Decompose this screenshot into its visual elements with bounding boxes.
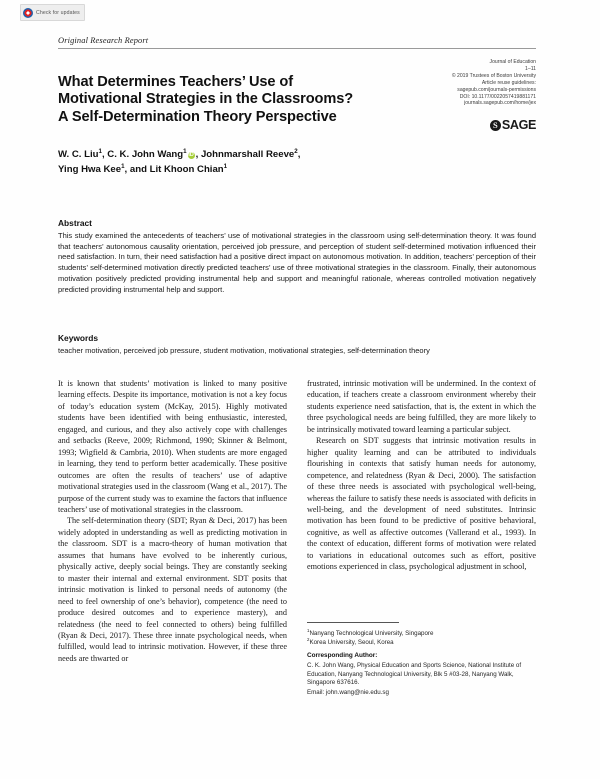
body-paragraph: The self-determination theory (SDT; Ryan & Deci, 2017) has been widely adopted in understanding as well as predicting motivation in the classroom. SDT is a macro-theory of human motivation that assumes that humans have evolved to be inherently curious, physically active, deeply social beings. They are constantly seeking to master their internal and external environment. SDT posits that intrinsic motivation is linked to personal needs of autonomy (the need to feel ownership of one’s behavior), competence (the need to produce desired outcomes and to experience mastery), and relatedness (the need to feel connected to others) being fulfilled (Ryan & Deci, 2017). These three innate psychological needs, when fulfilled, would lead to intrinsic motivation. However, if these three needs are thwarted or <box>58 516 287 663</box>
abstract-heading: Abstract <box>58 218 92 228</box>
author-4-name: Ying Hwa Kee <box>58 163 122 175</box>
body-paragraph: Research on SDT suggests that intrinsic motivation results in higher quality learning and can be attributed to individuals flourishing in contexts that satisfy human needs for autonomy, competence, and relatedness (Ryan & Deci, 2000). The satisfaction of these three needs is associated with psychological well-being, whereas the failure to satisfy these needs is associated with deficits in well-being, and the development of need substitutes. Intrinsic motivation has been found to be predictive of positive behavioral, cognitive, as well as affective outcomes (Vallerand et al., 1993). In the context of education, different forms of motivation were related to variations in educational outcomes such as effort, positive emotions experienced in class, psychological adjustment in school, <box>307 436 536 572</box>
author-5-affiliation-marker: 1 <box>223 162 228 170</box>
title-line-1: What Determines Teachers’ Use of <box>58 73 293 90</box>
author-1-name: W. C. Liu <box>58 149 99 160</box>
affiliation-1-text: Nanyang Technological University, Singapore <box>309 630 434 637</box>
author-1-affiliation-marker: 1 <box>98 147 102 155</box>
corresponding-author-heading: Corresponding Author: <box>307 652 378 659</box>
keywords-text: teacher motivation, perceived job pressure, student motivation, motivational strategies, self-determination theory <box>58 346 430 355</box>
author-4-affiliation-marker: 1 <box>121 162 125 170</box>
journal-copyright: © 2019 Trustees of Boston University <box>451 72 536 79</box>
keywords-section <box>58 333 536 357</box>
title-line-3: A Self-Determination Theory Perspective <box>58 108 337 125</box>
affiliation-1-marker: 1 <box>307 627 310 633</box>
body-paragraph: frustrated, intrinsic motivation will be undermined. In the context of education, if teachers create a classroom environment whereby their students experience need satisfaction, that is, the extent in which the three psychological needs are being fulfilled, they are more likely to be intrinsically motivated toward learning a particular subject. <box>307 379 536 434</box>
corresponding-author-address: C. K. John Wang, Physical Education and Sports Science, National Institute of Education, Nanyang Technological University, Blk 5 #03-28, Nanyang Walk, Singapore 637616. <box>307 662 522 687</box>
author-3-name: , Johnmarshall Reeve <box>195 149 295 160</box>
check-for-updates-badge[interactable] <box>20 4 85 21</box>
body-paragraph: It is known that students’ motivation is linked to many positive learning effects. Despite its importance, motivation is not a key focus of today’s education system (McKay, 2015). Highly motivated students have been identified with being enthusiastic, interested, engaged, and curious, and they also actively cope with challenges and setbacks (Reeve, 2009; Richmond, 1990; Skinner & Belmont, 1993; Wigfield & Cambria, 2010). When students are more engaged in learning, they tend to perform better academically. These positive outcomes are often the results of teachers’ use of adaptive motivational strategies used in the classroom (Wang et al., 2017). The purpose of the current study was to examine the factors that influence teachers’ use of motivational strategies in the classroom. <box>58 379 287 514</box>
journal-homepage-link[interactable]: journals.sagepub.com/home/jex <box>464 100 536 107</box>
abstract-section <box>58 218 536 295</box>
crossmark-icon <box>23 8 33 18</box>
journal-name: Journal of Education <box>489 59 536 65</box>
keywords-heading: Keywords <box>58 333 99 343</box>
journal-pages: 1–11 <box>525 65 536 72</box>
sage-publisher-logo <box>490 118 536 132</box>
journal-reuse-label: Article reuse guidelines: <box>481 79 536 86</box>
author-3-affiliation-marker: 2 <box>294 147 298 155</box>
journal-permissions-link[interactable]: sagepub.com/journals-permissions <box>457 86 536 93</box>
orcid-icon[interactable]: iD <box>188 152 194 158</box>
body-column-right <box>307 378 536 708</box>
page-title <box>58 74 388 127</box>
abstract-text: This study examined the antecedents of teachers’ use of motivational strategies in the classroom using self-determination theory. It was found that teachers’ autonomous causality orientation, perceived job pressure, and perception of student self-determined motivation influenced their need satisfaction. In turn, their need satisfaction had a positive direct impact on autonomous motivation. In addition, teachers’ perception of their students’ self-determined motivation directly predicted teachers’ use of three motivational strategies in the classroom. Finally, their autonomous motivation positively predicted providing instrumental help and support and meaningful rationale, whereas controlled motivation negatively predicted providing instrumental help and support. <box>58 231 536 294</box>
check-for-updates-label: Check for updates <box>36 9 80 16</box>
sage-mark-icon: S <box>490 120 501 131</box>
author-list <box>58 148 478 177</box>
journal-masthead <box>414 59 536 107</box>
affiliation-list <box>307 627 536 647</box>
author-5-name: , and Lit Khoon Chian <box>124 163 224 175</box>
sage-wordmark: SAGE <box>501 118 536 132</box>
corresponding-author-email[interactable]: Email: john.wang@nie.edu.sg <box>307 689 389 696</box>
article-type-label: Original Research Report <box>58 36 536 49</box>
affiliation-2-marker: 2 <box>307 636 310 642</box>
body-columns <box>58 378 536 708</box>
footnote-divider <box>307 622 399 623</box>
title-line-2: Motivational Strategies in the Classrooms? <box>58 91 354 108</box>
body-column-left <box>58 378 287 708</box>
journal-doi[interactable]: DOI: 10.1177/0022057419881171 <box>459 93 536 100</box>
affiliation-2-text: Korea University, Seoul, Korea <box>309 638 394 646</box>
author-2-name: , C. K. John Wang <box>101 149 184 160</box>
author-2-affiliation-marker: 1 <box>183 147 187 155</box>
author-line-1-sep: , <box>297 149 301 160</box>
